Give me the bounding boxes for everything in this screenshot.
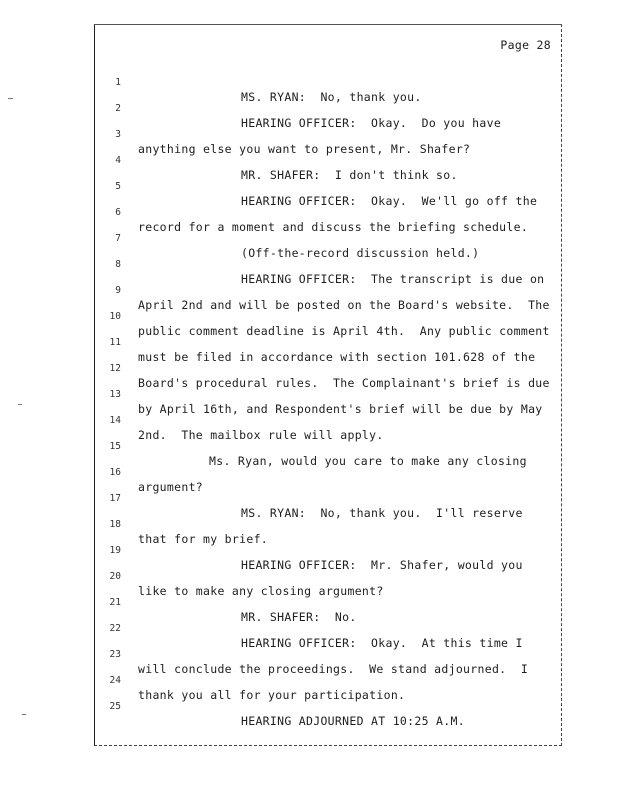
line-number: 6 — [115, 207, 121, 218]
line-number: 8 — [115, 259, 121, 270]
transcript-line — [95, 62, 561, 104]
transcript-line — [95, 530, 561, 572]
line-text: like to make any closing argument? — [138, 584, 384, 598]
line-number: 9 — [115, 285, 121, 296]
line-text: Board's procedural rules. The Complainant's brief is due — [138, 376, 550, 390]
line-text: MS. RYAN: No, thank you. — [241, 90, 422, 104]
line-number: 22 — [109, 623, 121, 634]
line-text: by April 16th, and Respondent's brief will be due by May — [138, 402, 543, 416]
transcript-line — [95, 166, 561, 208]
transcript-line — [95, 634, 561, 676]
transcript-line — [95, 426, 561, 468]
line-number: 13 — [109, 389, 121, 400]
line-text: HEARING OFFICER: The transcript is due on — [241, 272, 545, 286]
line-number: 21 — [109, 597, 121, 608]
transcript-line — [95, 218, 561, 260]
transcript-line — [95, 660, 561, 702]
line-number: 18 — [109, 519, 121, 530]
line-text: Ms. Ryan, would you care to make any closing — [209, 454, 527, 468]
transcript-line — [95, 140, 561, 182]
line-text: HEARING OFFICER: Okay. We'll go off the — [241, 194, 538, 208]
transcript-line — [95, 322, 561, 364]
line-number: 7 — [115, 233, 121, 244]
line-text: thank you all for your participation. — [138, 688, 406, 702]
line-text: (Off-the-record discussion held.) — [241, 246, 480, 260]
line-text: HEARING OFFICER: Okay. At this time I — [241, 636, 523, 650]
transcript-line — [95, 374, 561, 416]
line-number: 12 — [109, 363, 121, 374]
line-number: 24 — [109, 675, 121, 686]
line-number: 3 — [115, 129, 121, 140]
line-text: 2nd. The mailbox rule will apply. — [138, 428, 384, 442]
line-text: argument? — [138, 480, 204, 494]
line-number: 11 — [109, 337, 121, 348]
line-text: HEARING ADJOURNED AT 10:25 A.M. — [241, 714, 465, 728]
line-number: 14 — [109, 415, 121, 426]
line-number: 5 — [115, 181, 121, 192]
line-number: 4 — [115, 155, 121, 166]
line-text: HEARING OFFICER: Okay. Do you have — [241, 116, 502, 130]
line-number: 20 — [109, 571, 121, 582]
line-number: 17 — [109, 493, 121, 504]
line-number: 2 — [115, 103, 121, 114]
line-number: 16 — [109, 467, 121, 478]
transcript-line — [95, 686, 561, 728]
line-text: MR. SHAFER: I don't think so. — [241, 168, 458, 182]
transcript-line — [95, 192, 561, 234]
line-number: 10 — [109, 311, 121, 322]
transcript-line — [95, 582, 561, 624]
line-text: MR. SHAFER: No. — [241, 610, 357, 624]
line-number: 19 — [109, 545, 121, 556]
transcript-page — [94, 24, 562, 746]
transcript-line — [95, 478, 561, 520]
line-text: that for my brief. — [138, 532, 269, 546]
transcript-line — [95, 400, 561, 442]
margin-mark — [22, 714, 26, 715]
transcript-line — [95, 556, 561, 598]
margin-mark — [8, 98, 13, 99]
line-text: anything else you want to present, Mr. Shafer? — [138, 142, 471, 156]
line-number: 15 — [109, 441, 121, 452]
line-text: MS. RYAN: No, thank you. I'll reserve — [241, 506, 523, 520]
line-number: 23 — [109, 649, 121, 660]
transcript-line — [95, 348, 561, 390]
transcript-line — [95, 114, 561, 156]
transcript-line — [95, 270, 561, 312]
line-text: April 2nd and will be posted on the Board's website. The — [138, 298, 550, 312]
line-number: 25 — [109, 701, 121, 712]
transcript-line — [95, 88, 561, 130]
line-text: must be filed in accordance with section 101.628 of the — [138, 350, 536, 364]
page-number: Page 28 — [500, 38, 551, 52]
line-text: public comment deadline is April 4th. Any public comment — [138, 324, 550, 338]
margin-mark — [18, 404, 22, 405]
transcript-line — [95, 296, 561, 338]
transcript-line — [95, 608, 561, 650]
line-number: 1 — [115, 77, 121, 88]
line-text: will conclude the proceedings. We stand adjourned. I — [138, 662, 529, 676]
transcript-line — [95, 244, 561, 286]
transcript-line — [95, 452, 561, 494]
line-text: HEARING OFFICER: Mr. Shafer, would you — [241, 558, 523, 572]
line-text: record for a moment and discuss the briefing schedule. — [138, 220, 529, 234]
transcript-line — [95, 504, 561, 546]
